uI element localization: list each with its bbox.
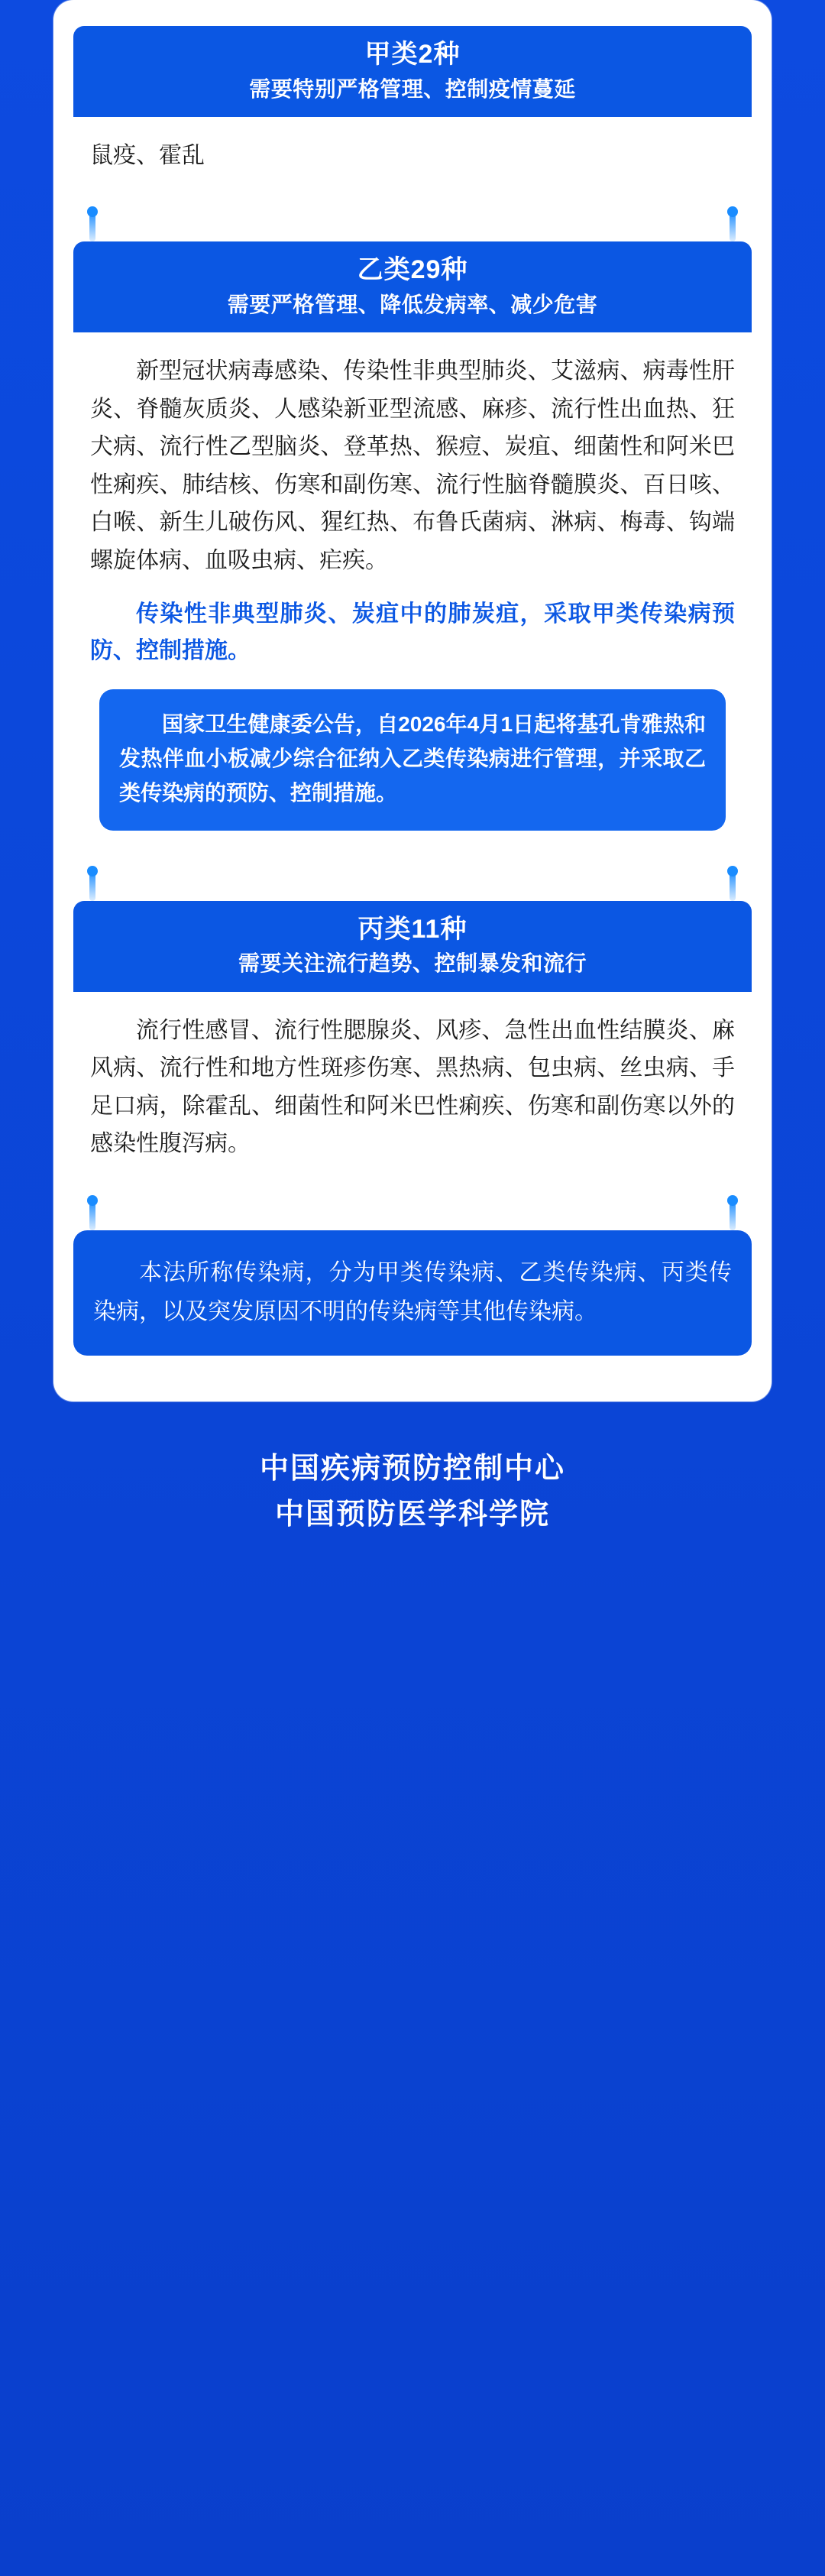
- connector-dot-left: [87, 866, 98, 876]
- section-class-b-subtitle: 需要严格管理、降低发病率、减少危害: [227, 292, 598, 316]
- connector-dot-right: [727, 866, 738, 876]
- connector-dot-left: [87, 206, 98, 217]
- section-class-b: [73, 241, 752, 854]
- law-statement-text: 本法所称传染病，分为甲类传染病、乙类传染病、丙类传染病，以及突发原因不明的传染病等其他传染病。: [93, 1259, 732, 1324]
- section-class-b-text: 新型冠状病毒感染、传染性非典型肺炎、艾滋病、病毒性肝炎、脊髓灰质炎、人感染新亚型流感、麻疹、流行性出血热、狂犬病、流行性乙型脑炎、登革热、猴痘、炭疽、细菌性和阿米巴性痢疾、肺结核、伤寒和副伤寒、流行性脑脊髓膜炎、百日咳、白喉、新生儿破伤风、猩红热、布鲁氏菌病、淋病、梅毒、钩端螺旋体病、血吸虫病、疟疾。: [90, 358, 735, 573]
- section-class-c-title: 丙类11种: [358, 914, 467, 944]
- law-statement-block: [73, 1230, 752, 1356]
- section-class-a: [73, 26, 752, 196]
- section-class-c-text: 流行性感冒、流行性腮腺炎、风疹、急性出血性结膜炎、麻风病、流行性和地方性斑疹伤寒、黑热病、包虫病、丝虫病、手足口病，除霍乱、细菌性和阿米巴性痢疾、伤寒和副伤寒以外的感染性腹泻病。: [90, 1017, 735, 1157]
- section-class-b-notice-text: 国家卫生健康委公告，自2026年4月1日起将基孔肯雅热和发热伴血小板减少综合征纳入乙类传染病进行管理，并采取乙类传染病的预防、控制措施。: [119, 712, 706, 805]
- section-class-a-title: 甲类2种: [364, 40, 461, 69]
- footer-org-line-1: 中国疾病预防控制中心: [259, 1452, 565, 1485]
- section-class-c-header: [73, 901, 752, 992]
- section-class-b-notice: [99, 689, 726, 830]
- section-class-c: [73, 901, 752, 1184]
- section-class-c-subtitle: 需要关注流行趋势、控制暴发和流行: [238, 951, 587, 976]
- connector-dot-right: [727, 206, 738, 217]
- connector-dot-right: [727, 1195, 738, 1206]
- section-class-a-text: 鼠疫、霍乱: [90, 142, 205, 168]
- content-card: [53, 0, 772, 1401]
- section-class-b-title: 乙类29种: [357, 255, 468, 285]
- section-class-b-header: [73, 241, 752, 332]
- connector-c-to-statement: [73, 1195, 752, 1230]
- section-class-b-highlight: 传染性非典型肺炎、炭疽中的肺炭疽，采取甲类传染病预防、控制措施。: [90, 601, 735, 664]
- connector-b-to-c: [73, 866, 752, 901]
- section-class-a-subtitle: 需要特别严格管理、控制疫情蔓延: [249, 76, 576, 101]
- footer-org-line-2: 中国预防医学科学院: [274, 1499, 550, 1531]
- connector-dot-left: [87, 1195, 98, 1206]
- section-class-a-header: [73, 26, 752, 117]
- section-class-c-body: [73, 992, 752, 1184]
- footer: [0, 1446, 825, 1593]
- connector-a-to-b: [73, 206, 752, 241]
- section-class-b-body: [73, 332, 752, 854]
- section-class-a-body: [73, 117, 752, 196]
